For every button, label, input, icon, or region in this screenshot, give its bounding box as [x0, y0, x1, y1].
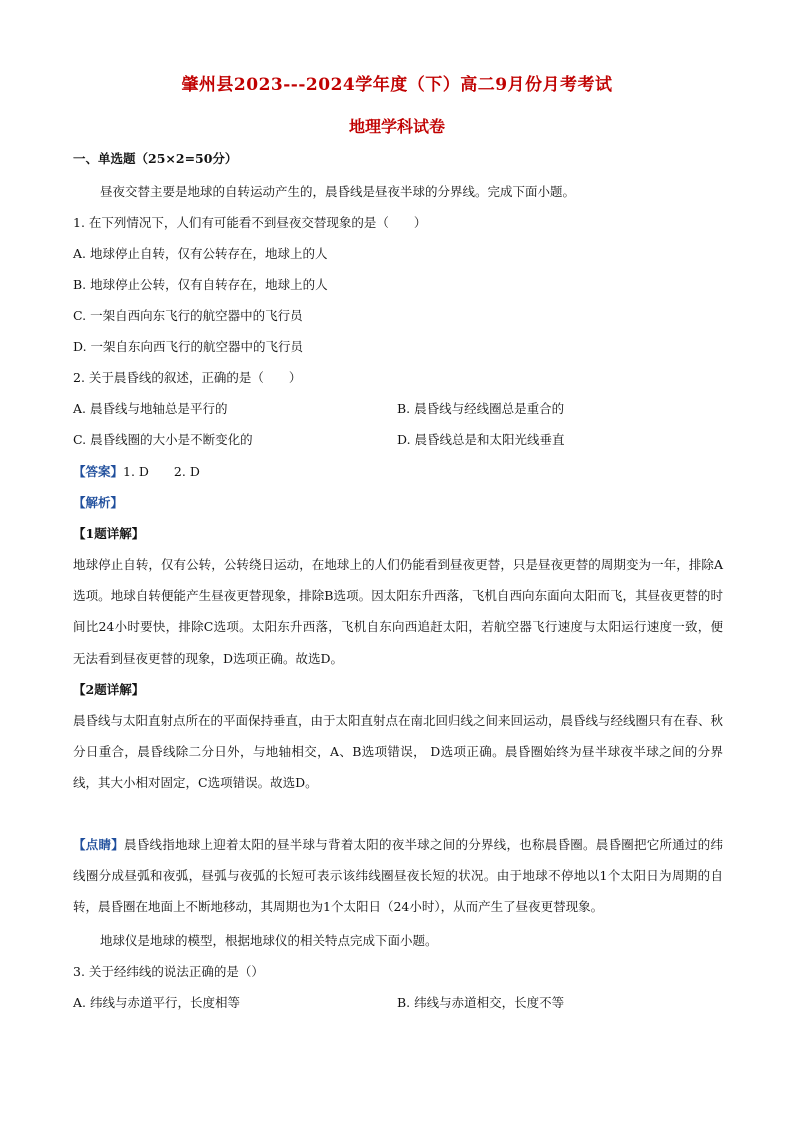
page-subtitle: 地理学科试卷: [348, 117, 445, 136]
detail2-text: 晨昏线与太阳直射点所在的平面保持垂直，由于太阳直射点在南北回归线之间来回运动，晨昏线与经线圈只有在春、秋分日重合，晨昏线除二分日外，与地轴相交，A、B选项错误， D选项正确。晨昏圈始终为昼半球夜半球之间的分界线，其大小相对固定，C选项错误。故选D。: [73, 713, 724, 791]
answer-text: 1. D 2. D: [123, 464, 200, 479]
analysis-label: 【解析】: [73, 495, 124, 510]
page-title: 肇州县2023---2024学年度（下）高二9月份月考考试: [181, 75, 613, 95]
tip-text: 晨昏线指地球上迎着太阳的昼半球与背着太阳的夜半球之间的分界线，也称晨昏圈。晨昏圈把它所通过的纬线圈分成昼弧和夜弧，昼弧与夜弧的长短可表示该纬线圈昼夜长短的状况。由于地球不停地以1个太阳日为周期的自转，晨昏圈在地面上不断地移动，其周期也为1个太阳日（24小时），从而产生了昼夜更替现象。: [73, 837, 723, 915]
q2-option-a: A. 晨昏线与地轴总是平行的: [73, 401, 228, 416]
answer-line: [73, 463, 200, 481]
q3-stem: 3. 关于经纬线的说法正确的是（）: [73, 964, 264, 979]
detail1-text: 地球停止自转，仅有公转，公转绕日运动，在地球上的人们仍能看到昼夜更替，只是昼夜更替的周期变为一年，排除A选项。地球自转便能产生昼夜更替现象，排除B选项。因太阳东升西落，飞机自西向东面向太阳而飞，其昼夜更替的时间比24小时要快，排除C选项。太阳东升西落，飞机自东向西追赶太阳，若航空器飞行速度与太阳运行速度一致，便无法看到昼夜更替的现象，D选项正确。故选D。: [73, 557, 723, 666]
q2-option-d: D. 晨昏线总是和太阳光线垂直: [397, 432, 565, 447]
tip-label: 【点睛】: [73, 837, 124, 852]
q3-option-b: B. 纬线与赤道相交，长度不等: [397, 995, 565, 1010]
q1-option-c: C. 一架自西向东飞行的航空器中的飞行员: [73, 308, 303, 323]
q2-option-b: B. 晨昏线与经线圈总是重合的: [397, 401, 565, 416]
q1-option-a: A. 地球停止自转，仅有公转存在，地球上的人: [73, 246, 328, 261]
q3-option-a: A. 纬线与赤道平行，长度相等: [73, 995, 240, 1010]
q2-stem: 2. 关于晨昏线的叙述，正确的是（ ）: [73, 370, 302, 385]
q1-option-b: B. 地球停止公转，仅有自转存在，地球上的人: [73, 277, 328, 292]
group2-intro: 地球仪是地球的模型，根据地球仪的相关特点完成下面小题。: [100, 933, 438, 948]
q1-stem: 1. 在下列情况下，人们有可能看不到昼夜交替现象的是（ ）: [73, 215, 427, 230]
tip-paragraph: [73, 829, 723, 923]
detail1-label: 【1题详解】: [73, 526, 145, 541]
detail2-label: 【2题详解】: [73, 682, 145, 697]
section-heading: 一、单选题（25×2=50分）: [73, 151, 238, 166]
answer-label: 【答案】: [73, 464, 124, 479]
q1-option-d: D. 一架自东向西飞行的航空器中的飞行员: [73, 339, 304, 354]
group1-intro: 昼夜交替主要是地球的自转运动产生的，晨昏线是昼夜半球的分界线。完成下面小题。: [100, 184, 576, 199]
q2-option-c: C. 晨昏线圈的大小是不断变化的: [73, 432, 253, 447]
